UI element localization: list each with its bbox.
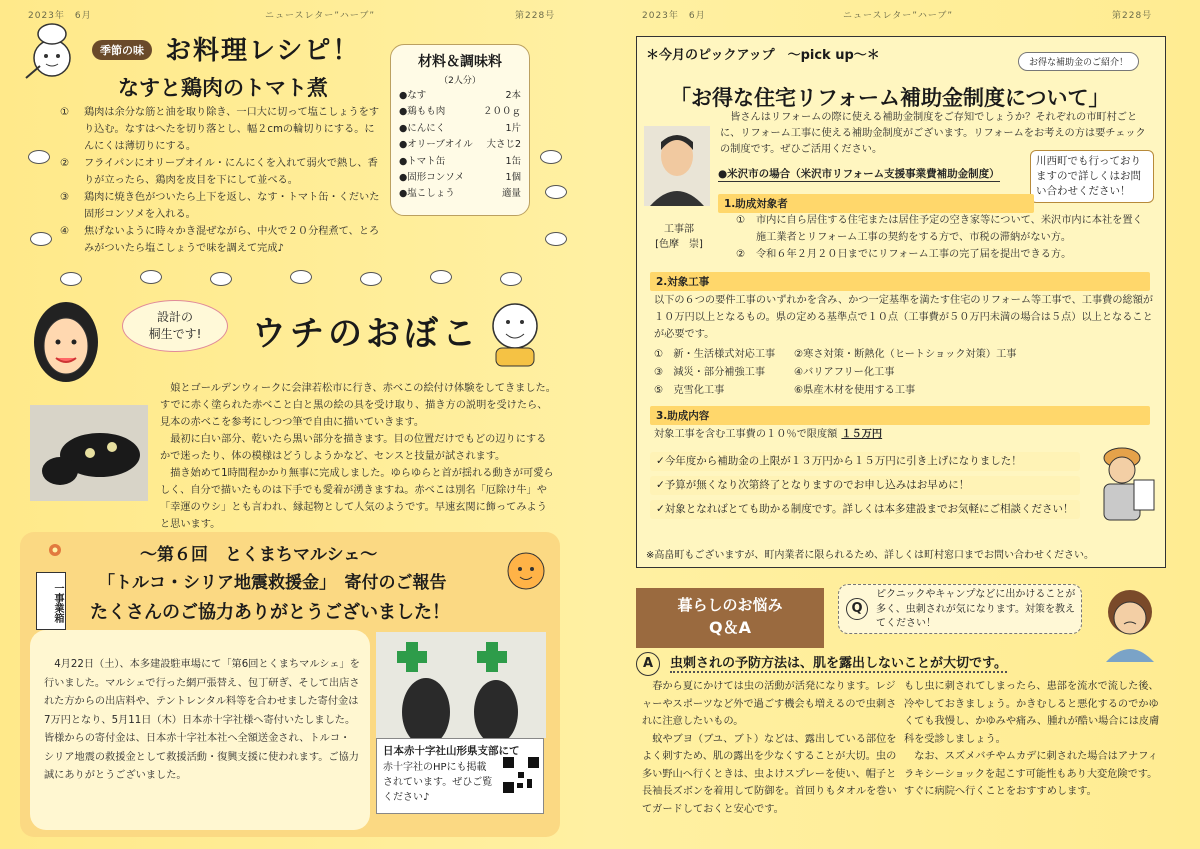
- check-list: [650, 452, 1080, 524]
- recipe-steps: [60, 104, 384, 257]
- ingredient-item: ●鶏もも肉 ２００ｇ: [399, 106, 521, 118]
- check-item: ✓対象となればとても助かる制度です。詳しくは本多建設までお気軽にご相談ください！: [650, 500, 1080, 519]
- header-date: 2023年 6月: [642, 11, 706, 21]
- ingredient-item: ●なす 2本: [399, 90, 521, 101]
- ingredient-item: ●オリーブオイル 大さじ2: [399, 139, 521, 151]
- pickup-tag: お得な補助金のご紹介！: [1018, 52, 1139, 71]
- ingredient-item: ●塩こしょう 適量: [399, 188, 521, 200]
- works-list: [654, 346, 1154, 400]
- kiryu-portrait-icon: [30, 298, 102, 386]
- header-newsletter: ニュースレター”ハーブ”: [843, 11, 954, 21]
- marche-heading: ～第６回 とくまちマルシェ～: [140, 545, 378, 565]
- uchi-title: ウチのおぼこ: [252, 314, 480, 354]
- list-item: ④バリアフリー化工事: [794, 367, 895, 378]
- header-date: 2023年 6月: [28, 11, 92, 21]
- qr-code-icon: [503, 757, 539, 793]
- staff-caption: 工事部 [色摩 崇]: [655, 224, 703, 250]
- ingredients-list: [391, 88, 529, 203]
- section-title: 3.助成内容: [650, 406, 1150, 425]
- uchi-body: 娘とゴールデンウィークに会津若松市に行き、赤べこの絵付け体験をしてきました。すでに赤く塗られた赤べこと白と黒の絵の具を受け取り、描き方の説明を受けたら、見本の赤べこを参考にしつつ筆で自由に描いていきます。 最初に白い部分、乾いたら黒い部分を描きます。目の位置だけでもどの辺りにするかで迷ったり、体の模様はどうしようかなど、センスと技量が試されます。 描き始めて1時間程かかり無事に完成しました。ゆらゆらと首が揺れる動きが可愛らしく、自分で描いたものは下手でも愛着が湧きますね。赤べこは別名「厄除け牛」や「幸運のウシ」とも言われ、縁起物として人気のようです。早速玄関に飾ってみようと思います。: [160, 383, 556, 530]
- recipe-step: ① 鶏肉は余分な筋と油を取り除き、一口大に切って塩こしょうをすり込む。なすはへたを切り落とし、幅２cmの輪切りにする。にんにくは薄切りにする。: [60, 107, 380, 152]
- recipe-badge: 季節の味: [92, 40, 152, 60]
- recipe-step: ④ 焦げないように時々かき混ぜながら、中火で２０分程煮て、とろみがついたら塩こしょうで味を調えて完成♪: [60, 226, 380, 254]
- list-item: ① 市内に自ら居住する住宅または居住予定の空き家等について、米沢市内に本社を置く施工業者とリフォーム工事の契約をする方で、市税の滞納がない方。: [736, 215, 1143, 243]
- section3-text: 対象工事を含む工事費の１０％で限度額 １５万円: [654, 429, 883, 440]
- answer-col2: もし虫に刺されてしまったら、患部を流水で流した後、冷やしておきましょう。かきむしると悪化するのでかゆくても我慢し、かゆみや痛み、腫れが酷い場合には皮膚科を受診しましょう。 なお、スズメバチやムカデに刺された場合はアナフィラキシーショックを起こす可能性もあり大変危険です。すぐに病院へ行くことをおすすめします。: [904, 681, 1160, 797]
- staff-portrait-icon: [644, 126, 710, 206]
- header-issue: 第228号: [1112, 11, 1153, 21]
- section-title: 2.対象工事: [650, 272, 1150, 291]
- worker-thumbs-up-icon: [1092, 440, 1158, 526]
- sun-kid-icon: [498, 545, 554, 605]
- list-item: ② 令和６年２月２０日までにリフォーム工事の完了届を提出できる方。: [736, 249, 1072, 260]
- question-text: ピクニックやキャンプなどに出かけることが多く、虫刺されが気になります。対策を教えてください！: [876, 589, 1076, 629]
- q-mark: Q: [846, 598, 868, 620]
- chef-rabbit-icon: [18, 20, 86, 88]
- ingredient-item: ●トマト缶 1缶: [399, 155, 521, 167]
- pickup-label: ＊今月のピックアップ ～pick up～＊: [646, 48, 880, 63]
- ingredient-item: ●固形コンソメ 1個: [399, 172, 521, 184]
- pickup-intro: 皆さんはリフォームの際に使える補助金制度をご存知でしょうか？それぞれの市町村ごとに、リフォーム工事に使える補助金制度がございます。リフォームをお考えの方は要チェックの制度です。ぜひご活用ください。: [720, 112, 1146, 155]
- section2-text: 以下の６つの要件工事のいずれかを含み、かつ一定基準を満たす住宅のリフォーム等工事で、工事費の総額が１０万円以上となるもの。県の定める基準点で１０点（工事費が５０万円未満の場合は５点）以上となることが必要です。: [654, 295, 1154, 340]
- servings: （2人分）: [439, 76, 481, 86]
- check-item: ✓今年度から補助金の上限が１３万円から１５万円に引き上げになりました！: [650, 452, 1080, 471]
- speech-bubble: 設計の 桐生です!: [122, 300, 228, 352]
- section1-list: [736, 212, 1144, 263]
- header-issue: 第228号: [515, 11, 556, 21]
- donation-box: 一事業箱: [36, 572, 66, 630]
- marche-subtitle: 「トルコ・シリア地震救援金」 寄付のご報告: [98, 573, 447, 593]
- ingredient-item: ●にんにく 1片: [399, 122, 521, 134]
- list-item: ① 新・生活様式対応工事: [654, 349, 776, 360]
- recipe-step: ② フライパンにオリーブオイル・にんにくを入れて弱火で熱し、香りが立ったら、鶏肉を皮目を下にして並べる。: [60, 158, 378, 186]
- answer-col1: 春から夏にかけては虫の活動が活発になります。レジャーやスポーツなど外で過ごす機会も増えるので虫刺されに注意したいもの。 蚊やブヨ（ブユ、ブト）などは、露出している部位をよく刺すため、肌の露出を少なくすることが大切。虫の多い野山へ行くときは、虫よけスプレーを使い、帽子と長袖長ズボンを着用して防御を。首回りもタオルを巻いてガードしておくと安心です。: [642, 681, 897, 815]
- recipe-title: お料理レシピ！: [165, 36, 361, 66]
- list-item: ⑥県産木材を使用する工事: [794, 385, 916, 396]
- list-item: ③ 減災・部分補強工事: [654, 367, 766, 378]
- header-newsletter: ニュースレター”ハーブ”: [265, 11, 376, 21]
- red-cross-photo: [376, 632, 546, 738]
- section-title: 1.助成対象者: [718, 194, 1034, 213]
- check-item: ✓予算が無くなり次第終了となりますのでお申し込みはお早めに！: [650, 476, 1080, 495]
- caption-card: [376, 738, 544, 814]
- worried-woman-icon: [1094, 580, 1166, 662]
- a-mark: A: [636, 652, 660, 676]
- dish-name: なすと鶏肉のトマト煮: [118, 76, 328, 100]
- marche-thanks: たくさんのご協力ありがとうございました！: [90, 602, 450, 623]
- pickup-title: 「お得な住宅リフォーム補助金制度について」: [670, 86, 1110, 110]
- list-item: ②寒さ対策・断熱化（ヒートショック対策）工事: [794, 349, 1017, 360]
- ingredients-title: 材料＆調味料: [418, 54, 502, 70]
- ingredients-card: [390, 44, 530, 216]
- akabeko-photo: [30, 405, 148, 501]
- city-heading: ●米沢市の場合（米沢市リフォーム支援事業費補助金制度）: [718, 168, 1000, 180]
- caption-body: 赤十字社のHPにも掲載されています。ぜひご覧ください♪: [383, 762, 493, 803]
- recipe-step: ③ 鶏肉に焼き色がついたら上下を返し、なす・トマト缶・くだいた固形コンソメを入れる。: [60, 192, 380, 220]
- right-page: [600, 0, 1200, 849]
- cartoon-man-icon: [482, 294, 548, 368]
- flower-icon: [40, 538, 70, 562]
- qa-title: 暮らしのお悩み Q＆A: [636, 588, 824, 648]
- list-item: ⑤ 克雪化工事: [654, 385, 725, 396]
- caption-title: 日本赤十字社山形県支部にて: [383, 745, 520, 757]
- marche-body: 4月22日（土）、本多建設駐車場にて「第6回とくまちマルシェ」を行いました。マルシェで行った網戸張替え、包丁研ぎ、そして出店された方からの出店料や、テントレンタル料等を合わせました寄付金は7万円となり、5月11日（木）日本赤十字社様へ寄付いたしました。皆様からの寄付金は、日本赤十字社本社へ全額送金され、トルコ・シリア地震の救援金として救援活動・復興支援に使われます。ご協力誠にありがとうございました。: [44, 659, 360, 781]
- pickup-note: ※高畠町もございますが、町内業者に限られるため、詳しくは町村窓口までお問い合わせください。: [646, 550, 1094, 561]
- kawanishi-note: 川西町でも行っておりますので詳しくはお問い合わせください！: [1030, 150, 1154, 203]
- answer-heading: 虫刺されの予防方法は、肌を露出しないことが大切です。: [670, 652, 1007, 673]
